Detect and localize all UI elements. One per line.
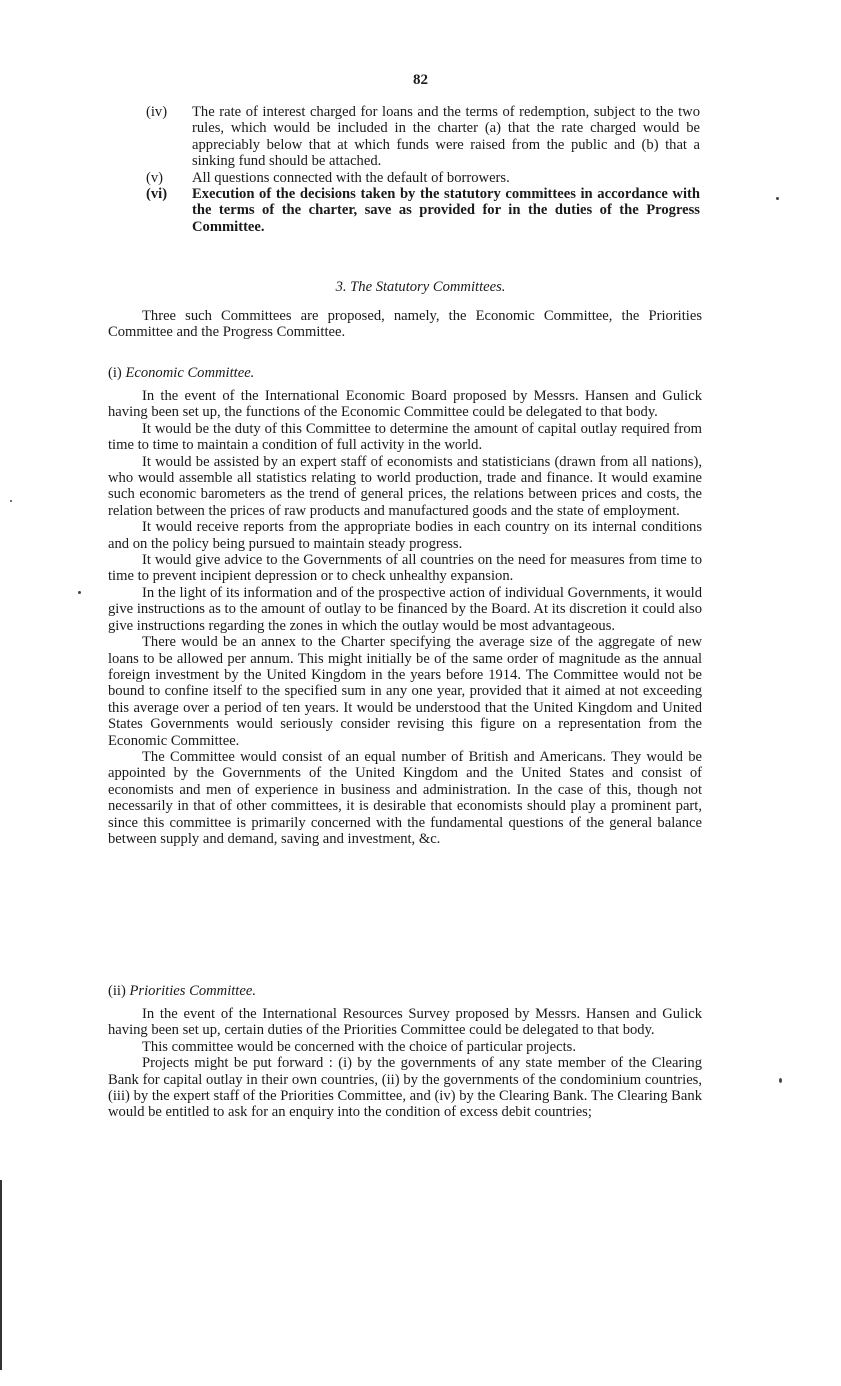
paragraph: In the event of the International Economic Board proposed by Messrs. Hansen and Gulick having been set up, the functions of the Economic Committee could be delegated to that body. xyxy=(108,388,702,421)
subhead-label: (i) xyxy=(108,365,122,381)
page-number: 82 xyxy=(413,72,428,88)
subhead-label: (ii) xyxy=(108,983,126,999)
economic-committee-heading xyxy=(108,365,254,382)
paragraph: The Committee would consist of an equal number of British and Americans. They would be appointed by the Governments of the United Kingdom and the United States and consist of economists and men of experience in business and administration. In the case of this, though not necessarily in that of other committees, it is desirable that economists should play a prominent part, since this committee is primarily concerned with the fundamental questions of the general balance between supply and demand, saving and investment, &c. xyxy=(108,748,702,847)
paragraph: In the light of its information and of the prospective action of individual Governments, it would give instructions as to the amount of outlay to be financed by the Board. At its discretion it could also give instructions regarding the zones in which the outlay would be most advantageous. xyxy=(108,584,702,634)
paragraph: It would give advice to the Governments of all countries on the need for measures from time to time to prevent incipient depression or to check unhealthy expansion. xyxy=(108,552,702,585)
paragraph: It would receive reports from the appropriate bodies in each country on its internal conditions and on the policy being pursued to maintain steady progress. xyxy=(108,519,702,552)
paragraph: There would be an annex to the Charter specifying the average size of the aggregate of new loans to be allowed per annum. This might initially be of the same order of magnitude as the annual foreign investment by the United Kingdom in the years before 1914. The Committee would not be bound to confine itself to the specified sum in any one year, provided that it aimed at not exceeding this average over a period of ten years. It would be understood that the United Kingdom and United States Governments would seriously consider revising this figure on a representation from the Economic Committee. xyxy=(108,634,702,749)
economic-committee-body xyxy=(108,388,702,847)
scan-edge-mark xyxy=(0,1180,2,1370)
priorities-committee-body xyxy=(108,1006,702,1121)
list-item xyxy=(110,104,700,170)
list-item-text: Execution of the decisions taken by the statutory committees in accordance with the terms of the charter, save as provided for in the duties of the Progress Committee. xyxy=(192,186,700,235)
subhead-title: Economic Committee. xyxy=(125,365,255,381)
list-item-text: All questions connected with the default of borrowers. xyxy=(192,169,510,186)
paragraph: In the event of the International Resources Survey proposed by Messrs. Hansen and Gulick having been set up, certain duties of the Priorities Committee could be delegated to that body. xyxy=(108,1006,702,1039)
list-item xyxy=(110,186,700,235)
paragraph: This committee would be concerned with the choice of particular projects. xyxy=(142,1038,577,1055)
list-item-label: (v) xyxy=(146,169,164,186)
paragraph: It would be the duty of this Committee to determine the amount of capital outlay required from time to time to maintain a condition of full activity in the world. xyxy=(108,420,702,454)
intro-paragraph xyxy=(108,308,702,341)
list-item-text: The rate of interest charged for loans and the terms of redemption, subject to the two rules, which would be included in the charter (a) that the rate charged would be appreciably below that at which funds were raised from the public and (b) that a sinking fund should be attached. xyxy=(192,104,700,170)
paragraph: Three such Committees are proposed, namely, the Economic Committee, the Priorities Committee and the Progress Committee. xyxy=(108,308,702,341)
subhead-title: Priorities Committee. xyxy=(129,983,256,999)
list-item-label: (vi) xyxy=(146,186,168,203)
section-heading: 3. The Statutory Committees. xyxy=(335,279,506,295)
priorities-committee-heading xyxy=(108,983,256,1000)
scan-speck xyxy=(779,1078,782,1083)
scan-speck xyxy=(78,591,81,594)
paragraph: It would be assisted by an expert staff of economists and statisticians (drawn from all nations), who would assemble all statistics relating to world production, trade and finance. It would examine such economic barometers as the trend of general prices, the relations between prices and costs, the relation between the prices of raw products and manufactured goods and the state of employment. xyxy=(108,453,702,519)
scan-speck xyxy=(776,197,779,200)
paragraph: Projects might be put forward : (i) by the governments of any state member of the Clearing Bank for capital outlay in their own countries, (ii) by the governments of the condominium countries, (iii) by the expert staff of the Priorities Committee, and (iv) by the Clearing Bank. The Clearing Bank would be entitled to ask for an enquiry into the condition of excess debit countries; xyxy=(108,1055,702,1121)
scan-speck xyxy=(10,500,12,502)
duties-list xyxy=(110,104,700,235)
list-item-label: (iv) xyxy=(146,104,168,120)
list-item xyxy=(110,170,700,186)
